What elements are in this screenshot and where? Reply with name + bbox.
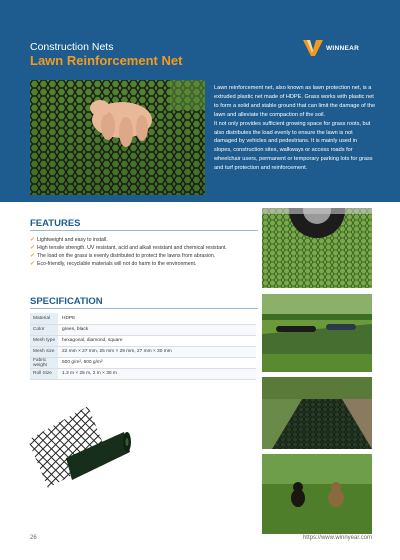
check-icon: ✓ bbox=[30, 245, 36, 252]
spec-label: Mesh size bbox=[30, 346, 58, 357]
spec-value: HDPE bbox=[58, 313, 256, 324]
feature-item: ✓ High tensile strength. UV resistant, acid and alkali resistant and chemical resistant. bbox=[30, 245, 227, 252]
application-photo-net-on-path bbox=[262, 377, 372, 449]
spec-label: Material bbox=[30, 313, 58, 324]
table-row bbox=[30, 335, 256, 346]
category-label: Construction Nets bbox=[30, 41, 114, 53]
table-row bbox=[30, 357, 256, 368]
application-photo-installation bbox=[262, 294, 372, 372]
spec-label: Roll Size bbox=[30, 368, 58, 379]
table-row bbox=[30, 368, 256, 379]
page-number: 26 bbox=[30, 535, 37, 541]
product-description bbox=[214, 84, 376, 173]
net-roll-product-image bbox=[26, 398, 136, 490]
spec-label: Fabric weight bbox=[30, 357, 58, 368]
brand-logo bbox=[303, 40, 359, 56]
description-paragraph: Lawn reinforcement net, also known as lawn protection net, is a extruded plastic net made of HDPE. Grass works with plastic net to form a solid and stable ground that can limit the damage of the lawn and alleviate the compaction of the soil. bbox=[214, 85, 376, 118]
table-row bbox=[30, 313, 256, 324]
divider bbox=[30, 308, 258, 309]
specification-table bbox=[30, 313, 256, 380]
feature-item: ✓ The load on the grass is evenly distributed to protect the lawns from abrasion. bbox=[30, 253, 216, 260]
check-icon: ✓ bbox=[30, 253, 36, 260]
application-photo-dogs-on-lawn bbox=[262, 454, 372, 534]
table-row bbox=[30, 324, 256, 335]
feature-item: ✓ Eco-friendly, recyclable materials will not do harm to the environment. bbox=[30, 261, 197, 268]
spec-value: 500 g/m², 600 g/m² bbox=[58, 357, 256, 368]
table-row bbox=[30, 346, 256, 357]
spec-label: Color bbox=[30, 324, 58, 335]
header-banner bbox=[0, 0, 400, 202]
divider bbox=[30, 230, 258, 231]
brand-name: WINNEAR bbox=[326, 44, 360, 52]
footer-url[interactable]: https://www.winnyear.com bbox=[302, 535, 372, 541]
spec-label: Mesh type bbox=[30, 335, 58, 346]
description-paragraph: It not only provides sufficient growing space for grass roots, but also distributes the load evenly to ensure the lawn is not damaged by vehicles and pedestrians. It is mainly used in slopes, construction sites, walkways or access roads for wheelchair users, permanent or temporary parking lots for grass and turf protection and reinforcement. bbox=[214, 120, 373, 172]
spec-value: hexagonal, diamond, square bbox=[58, 335, 256, 346]
spec-value: 22 mm × 27 mm, 25 mm × 29 mm, 27 mm × 30 mm bbox=[58, 346, 256, 357]
features-list bbox=[30, 236, 270, 268]
specification-heading: SPECIFICATION bbox=[30, 296, 103, 307]
hero-photo-hands-on-net bbox=[30, 80, 205, 195]
page-title: Lawn Reinforcement Net bbox=[30, 53, 183, 68]
check-icon: ✓ bbox=[30, 261, 36, 268]
spec-value: 1.3 m × 25 m, 2 m × 30 m bbox=[58, 368, 256, 379]
check-icon: ✓ bbox=[30, 237, 36, 243]
spec-value: green, black bbox=[58, 324, 256, 335]
brand-logo-icon bbox=[303, 40, 323, 56]
features-heading: FEATURES bbox=[30, 218, 81, 229]
application-photo-vehicle-on-lawn bbox=[262, 208, 372, 288]
feature-item: ✓ Lightweight and easy to install. bbox=[30, 237, 108, 243]
